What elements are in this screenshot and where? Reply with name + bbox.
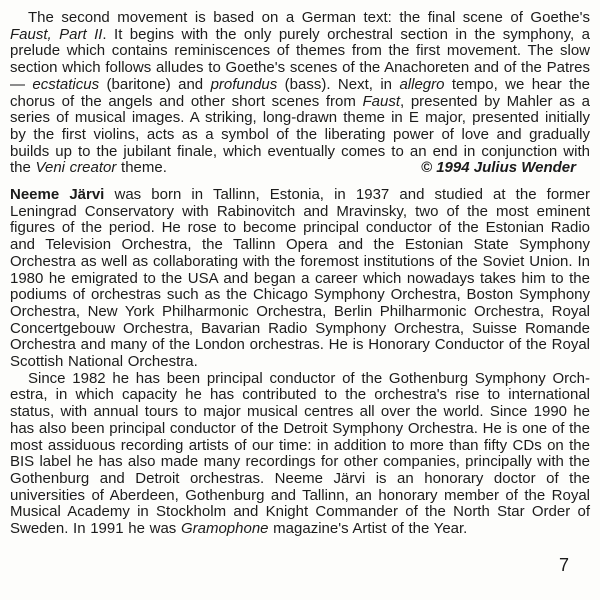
paragraph-jarvi-biography — [10, 187, 590, 371]
copyright-credit: © 1994 Julius Wender — [420, 159, 576, 177]
text-segment: tempo, we hear the chorus of the angels and other short scenes from — [10, 75, 590, 110]
paragraph-second-movement — [10, 10, 590, 177]
text-segment: allegro — [399, 75, 445, 93]
text-segment: profundus — [210, 75, 278, 93]
text-segment: Neeme Järvi — [10, 186, 105, 204]
text-segment: theme. — [116, 159, 167, 177]
text-segment: was born in Tallinn, Estonia, in 1937 and studied at the former Leningrad Conservatory with Rabinovitch and Mravinsky, two of the most eminent figures of the period. He rose to become principal conductor of the Estonian Radio and Television Orchestra, the Tallinn Opera and the Estonian State Symphony Orchestra as well as collaborating with the foremost institutions of the Soviet Union. In 1980 he emigrated to the USA and began a career which nowadays takes him to the podiums of orchestras such as the Chicago Symphony Orchestra, Boston Symphony Orchestra, New York Philharmonic Orchestra, Berlin Philharmonic Orchestra, Royal Concertgebouw Orchestra, Bavarian Radio Symphony Orchestra, Suisse Romande Orchestra and many of the London orchestras. He is Honorary Conductor of the Royal Scottish National Orchestra. — [10, 186, 590, 371]
text-segment: (bass). Next, in — [277, 75, 400, 93]
text-segment: ecstaticus — [32, 75, 100, 93]
text-segment: (baritone) and — [99, 75, 211, 93]
text-segment: Gramophone — [180, 520, 269, 538]
text-segment: Faust, Part II — [10, 25, 103, 43]
text-segment: . It begins with the only purely orchestral section in the symphony, a prelude which contains reminiscences of themes from the first movement. The slow section which follows alludes to Goethe's scenes of the Anachoreten and of the Patres — — [10, 25, 590, 93]
text-segment: Veni creator — [35, 159, 117, 177]
page-number: 7 — [558, 555, 569, 575]
text-segment: , presented by Mahler as a series of musical images. A striking, long-drawn theme in E major, presented initially by the first violins, acts as a symbol of the liberating power of love and gradually builds up to the jubilant finale, which eventually comes to an end in conjunction with the — [10, 92, 590, 177]
text-segment: The second movement is based on a German text: the final scene of Goethe's — [28, 9, 590, 26]
paragraph-jarvi-career — [10, 371, 590, 538]
text-segment: Since 1982 he has been principal conductor of the Gothenburg Symphony Orchestra, in which capacity he has contributed to the orchestra's rise to international status, with annual tours to major musical centres all over the world. Since 1990 he has also been principal conductor of the Detroit Symphony Orchestra. He is one of the most assiduous recording artists of our time: in addition to more than fifty CDs on the BIS label he has also made many recordings for other companies, principally with the Gothenburg and Detroit orchestras. Neeme Järvi is an honorary doctor of the universities of Aberdeen, Gothenburg and Tallinn, an honorary member of the Royal Musical Academy in Stockholm and Knight Commander of the North Star Order of Sweden. In 1991 he was — [10, 369, 590, 538]
text-segment: magazine's Artist of the Year. — [268, 520, 468, 538]
text-segment: Faust — [362, 92, 400, 110]
